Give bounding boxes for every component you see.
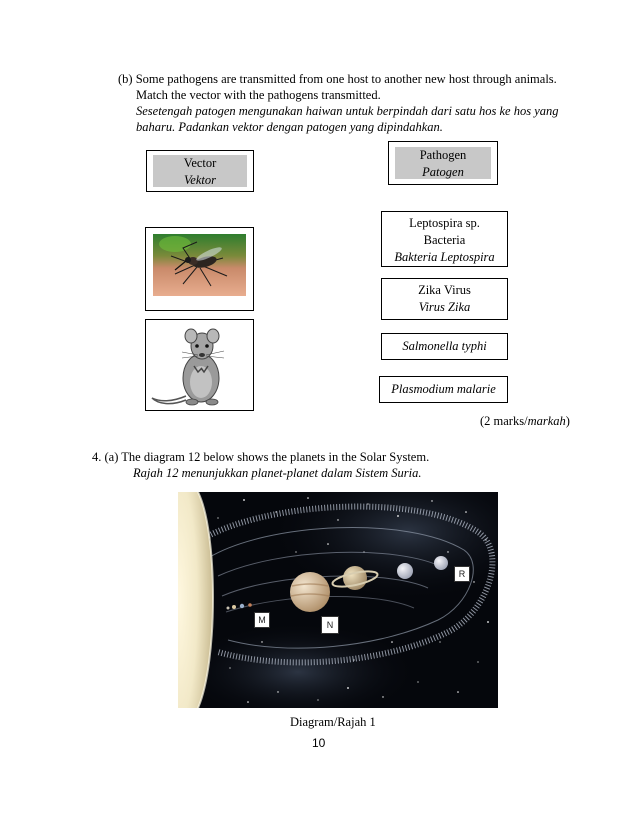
diagram-label-m: M (254, 612, 270, 628)
vector-option-mosquito[interactable] (145, 227, 254, 311)
pathogen-option-leptospira[interactable] (381, 211, 508, 267)
pathogen-option-line: Plasmodium malarie (391, 382, 496, 396)
pathogen-option-line: Bacteria (423, 233, 466, 247)
pathogen-header (395, 147, 491, 179)
pathogen-option-plasmodium[interactable] (379, 376, 508, 403)
question-4-line-2: Rajah 12 menunjukkan planet-planet dalam Sistem Suria. (133, 466, 422, 480)
pathogen-header-ms: Patogen (422, 165, 464, 179)
solar-system-diagram (178, 492, 498, 708)
marks-prefix: (2 marks/ (480, 414, 528, 428)
marks-allocation (480, 414, 570, 429)
pathogen-option-salmonella[interactable] (381, 333, 508, 360)
pathogen-option-zika[interactable] (381, 278, 508, 320)
vector-option-rat[interactable] (145, 319, 254, 411)
rat-icon (146, 320, 253, 410)
pathogen-option-line: Salmonella typhi (402, 339, 487, 353)
question-b-line-4: baharu. Padankan vektor dengan patogen yang dipindahkan. (136, 120, 443, 134)
vector-header-en: Vector (183, 156, 217, 170)
pathogen-option-line: Leptospira sp. (409, 216, 480, 230)
vector-header (153, 155, 247, 187)
marks-suffix: ) (565, 414, 570, 428)
pathogen-option-line: Zika Virus (418, 283, 471, 297)
question-b-line-1: (b) Some pathogens are transmitted from one host to another new host through animals. (118, 72, 557, 86)
question-b-line-2: Match the vector with the pathogens transmitted. (136, 88, 381, 102)
pathogen-header-en: Pathogen (419, 148, 467, 162)
pathogen-header-box (388, 141, 498, 185)
diagram-caption: Diagram/Rajah 1 (290, 715, 376, 729)
diagram-label-n: N (321, 616, 339, 634)
question-b-line-3: Sesetengah patogen mengunakan haiwan untuk berpindah dari satu hos ke hos yang (136, 104, 559, 118)
vector-header-ms: Vektor (184, 173, 216, 187)
pathogen-option-line: Virus Zika (418, 300, 471, 314)
pathogen-option-line: Bakteria Leptospira (394, 250, 495, 264)
vector-header-box (146, 150, 254, 192)
diagram-label-r: R (454, 566, 470, 582)
marks-italic: markah (527, 414, 566, 428)
mosquito-icon (153, 234, 246, 296)
solar-system-illustration (178, 492, 498, 708)
question-4-line-1: 4. (a) The diagram 12 below shows the planets in the Solar System. (92, 450, 430, 464)
page-number: 10 (312, 736, 326, 750)
